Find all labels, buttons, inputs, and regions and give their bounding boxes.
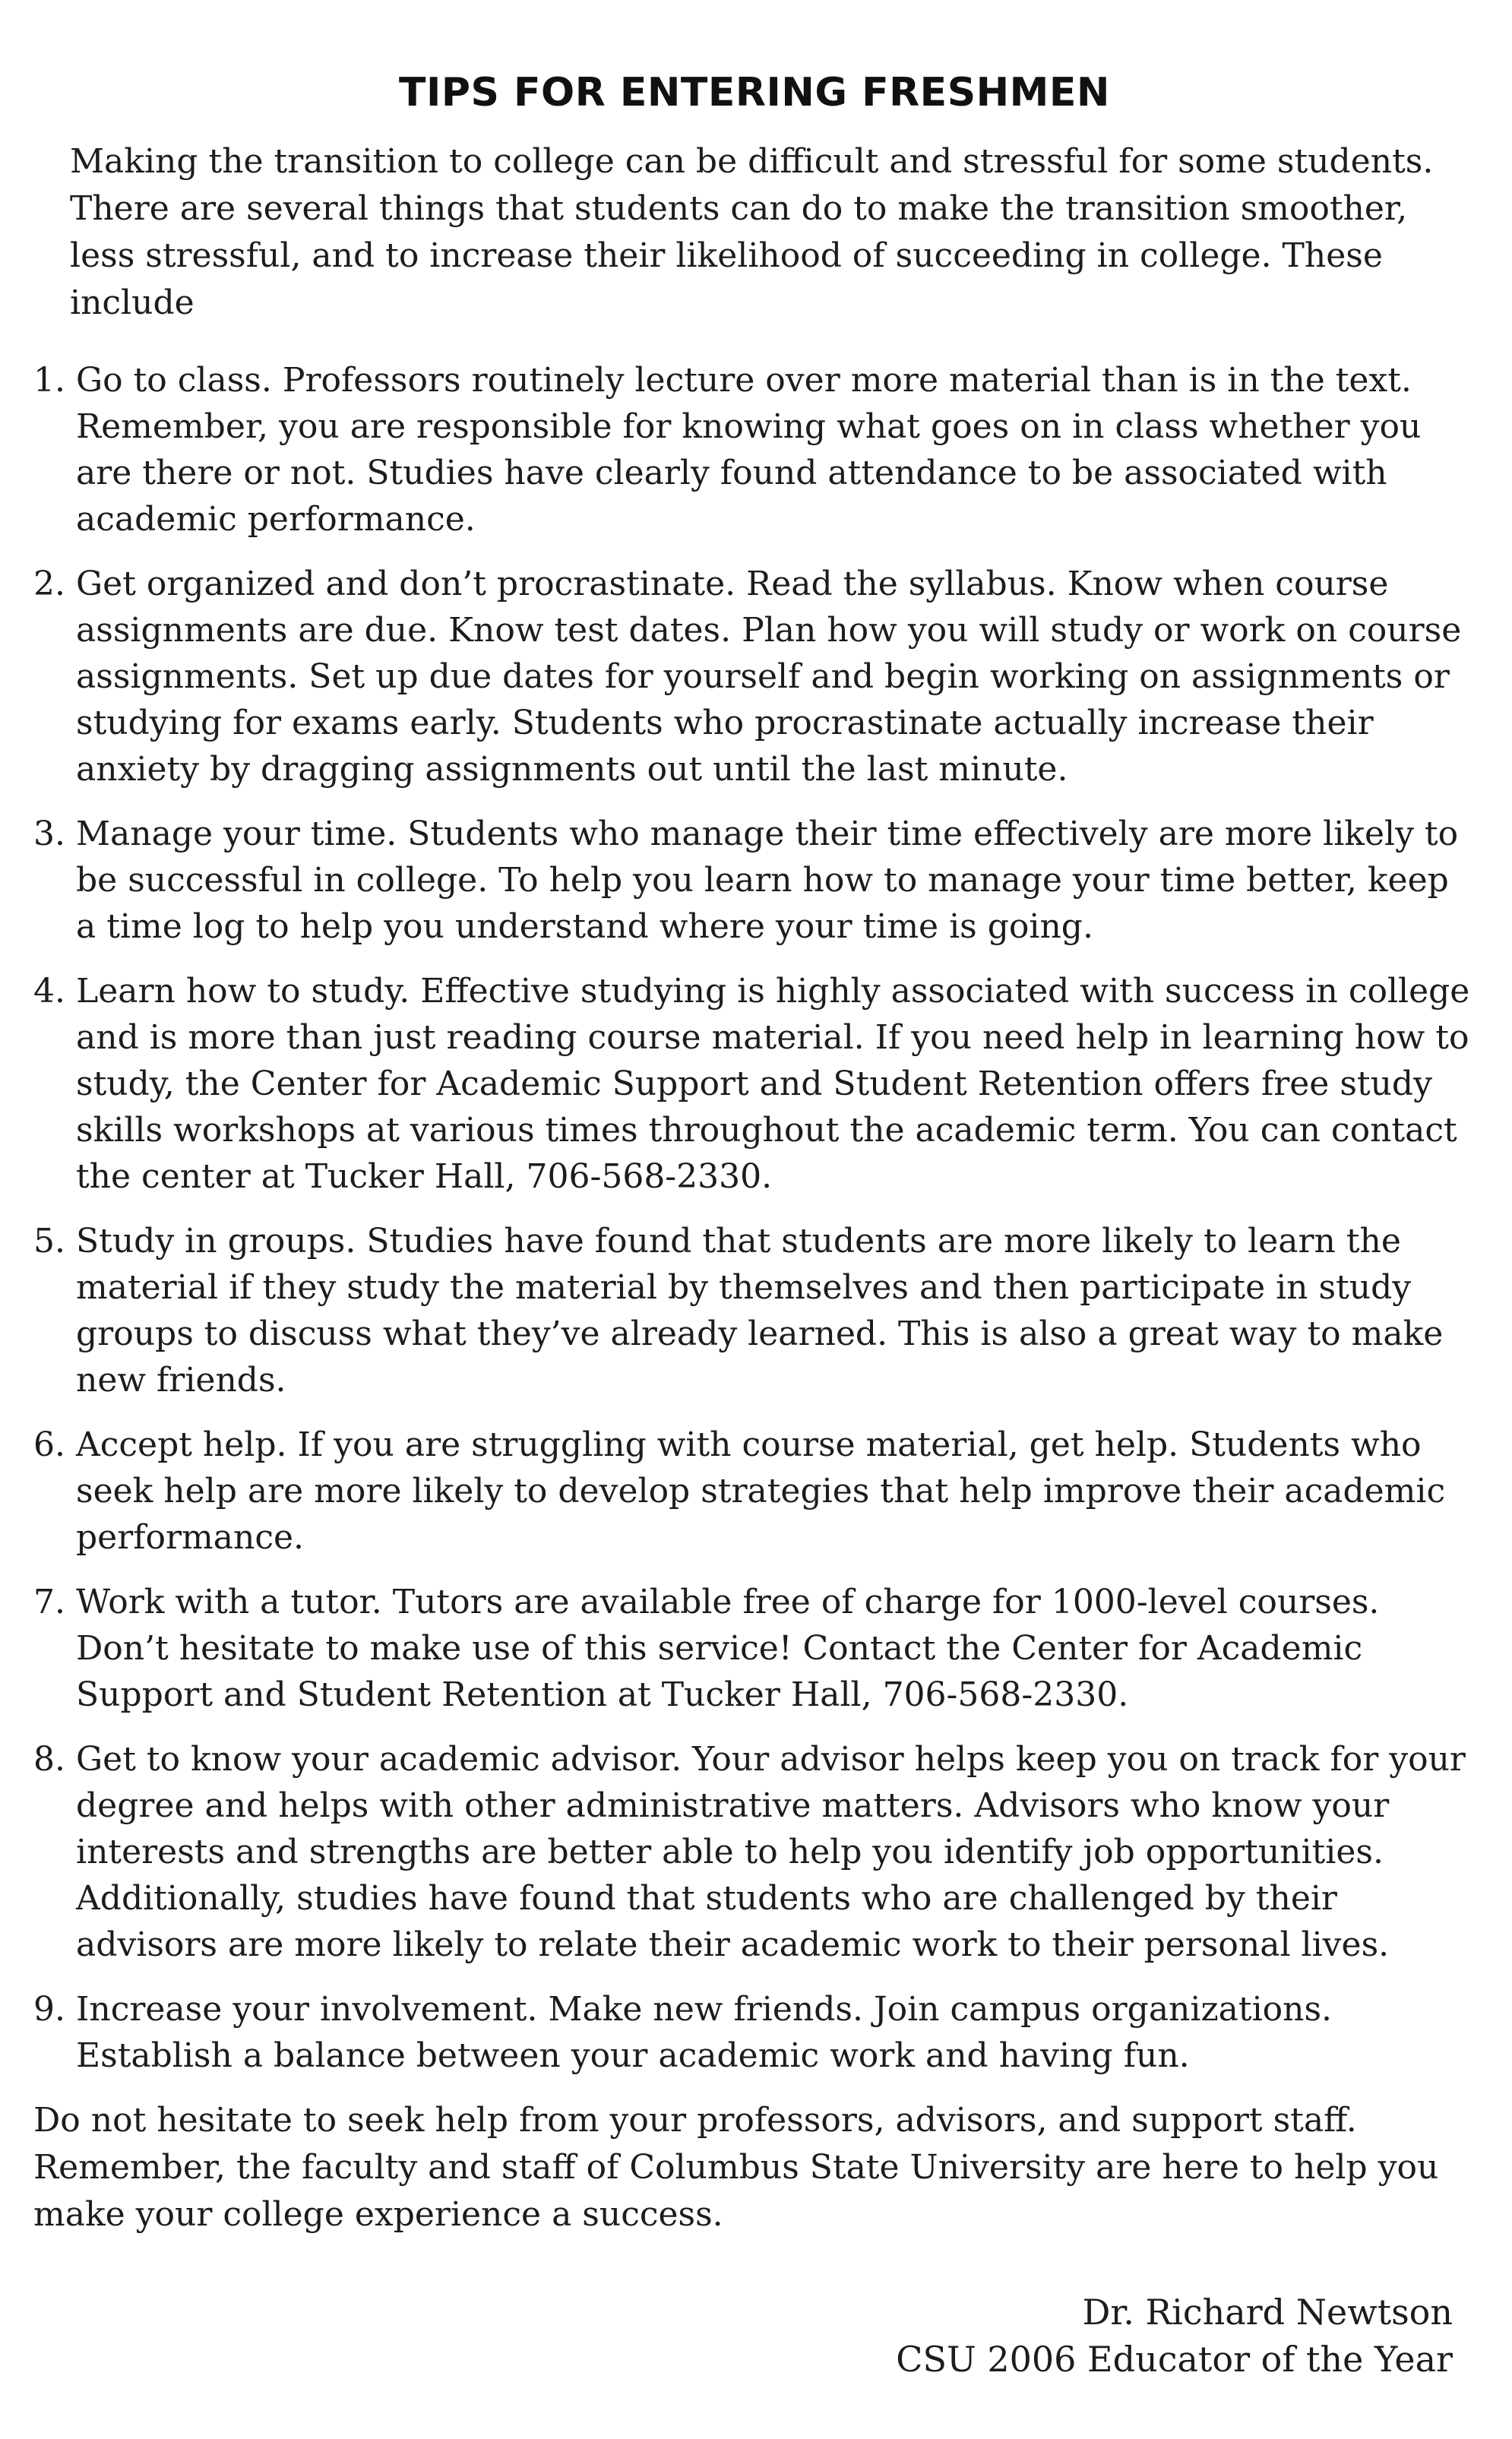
list-item — [33, 811, 1476, 950]
list-item — [33, 561, 1476, 792]
intro-paragraph: Making the transition to college can be difficult and stressful for some students. There are several things that students can do to make the transition smoother, less stressful, and to increase their likelihood of succeeding in college. These include — [70, 142, 1434, 322]
tip-text: Go to class. Professors routinely lecture over more material than is in the text. Remember, you are responsible for knowing what goes on in class whether you are there or not. Studies have clearly found attendance to be associated with academic performance. — [76, 361, 1422, 539]
tip-number: 6. — [33, 1425, 65, 1464]
list-item — [33, 1986, 1476, 2079]
tip-text: Learn how to study. Effective studying is highly associated with success in college and is more than just reading course material. If you need help in learning how to study, the Center for Academic Support and Student Retention offers free study skills workshops at various times throughout the academic term. You can contact the center at Tucker Hall, 706-568-2330. — [76, 972, 1470, 1196]
tip-number: 2. — [33, 565, 65, 603]
tip-number: 5. — [33, 1222, 65, 1261]
tip-number: 9. — [33, 1990, 65, 2029]
tip-text: Get to know your academic advisor. Your advisor helps keep you on track for your degree and helps with other administrative matters. Advisors who know your interests and strengths are better able to help you identify job opportunities. Additionally, studies have found that students who are challenged by their advisors are more likely to relate their academic work to their personal lives. — [76, 1740, 1466, 1964]
tip-number: 8. — [33, 1740, 65, 1779]
document-title: TIPS FOR ENTERING FRESHMEN — [399, 70, 1110, 115]
list-item — [33, 1218, 1476, 1403]
signature-name: Dr. Richard Newtson — [1082, 2292, 1453, 2333]
tip-number: 7. — [33, 1583, 65, 1621]
closing-paragraph: Do not hesitate to seek help from your professors, advisors, and support staff. Remember, the faculty and staff of Columbus State University are here to help you make your college experience a success. — [33, 2101, 1439, 2234]
tip-text: Work with a tutor. Tutors are available free of charge for 1000-level courses. Don’t hesitate to make use of this service! Contact the Center for Academic Support and Student Retention at Tucker Hall, 706-568-2330. — [76, 1583, 1380, 1714]
tip-number: 3. — [33, 815, 65, 853]
tips-list — [33, 357, 1476, 2079]
tip-text: Increase your involvement. Make new friends. Join campus organizations. Establish a balance between your academic work and having fun. — [76, 1990, 1333, 2075]
tip-text: Get organized and don’t procrastinate. Read the syllabus. Know when course assignments are due. Know test dates. Plan how you will study or work on course assignments. Set up due dates for yourself and begin working on assignments or studying for exams early. Students who procrastinate actually increase their anxiety by dragging assignments out until the last minute. — [76, 565, 1462, 789]
tip-text: Accept help. If you are struggling with course material, get help. Students who seek help are more likely to develop strategies that help improve their academic performance. — [76, 1425, 1446, 1557]
list-item — [33, 357, 1476, 543]
list-item — [33, 968, 1476, 1200]
tip-text: Manage your time. Students who manage their time effectively are more likely to be successful in college. To help you learn how to manage your time better, keep a time log to help you understand where your time is going. — [76, 815, 1459, 946]
tip-text: Study in groups. Studies have found that students are more likely to learn the material if they study the material by themselves and then participate in study groups to discuss what they’ve already learned. This is also a great way to make new friends. — [76, 1222, 1444, 1400]
tip-number: 1. — [33, 361, 65, 400]
list-item — [33, 1736, 1476, 1968]
signature-title: CSU 2006 Educator of the Year — [896, 2339, 1453, 2380]
list-item — [33, 1422, 1476, 1561]
list-item — [33, 1579, 1476, 1718]
signature-block — [33, 2289, 1476, 2383]
tip-number: 4. — [33, 972, 65, 1011]
